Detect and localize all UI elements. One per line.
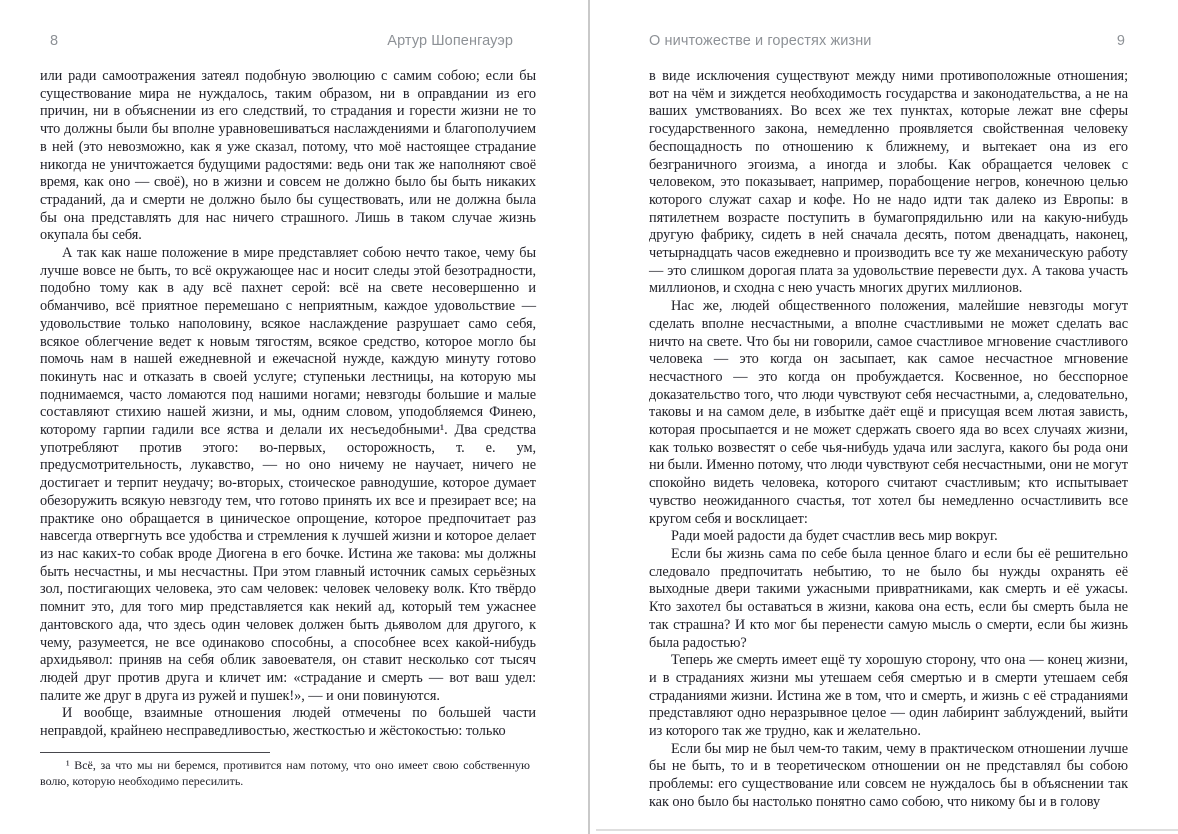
paragraph: Если бы мир не был чем-то таким, чему в практическом отношении лучше бы не быть, то и в теоретическом отношении он не представлял бы собою проблемы: его существование или совсем не нуждалось бы в объяснении так как оно было бы настолько понятно само собою, что никому бы и в голову: [649, 740, 1128, 810]
page-number-left: 8: [50, 33, 59, 49]
page-left-header: [0, 33, 588, 52]
paragraph: А так как наше положение в мире представляет собою нечто такое, чему бы лучше вовсе не быть, то всё окружающее нас и носит следы этой безотрадности, подобно тому как в аду всё пахнет серой: всё на свете несовершенно и обманчиво, всё приятное перемешано с неприятным, каждое удовольствие — удовольствие только наполовину, всякое наслаждение разрушает само себя, всякое облегчение ведет к новым тягостям, всякое средство, которое могло бы помочь нам в нашей ежедневной и ежечасной нужде, каждую минуту готово покинуть нас и отказать в своей услуге; ступеньки лестницы, на которую мы поднимаемся, часто ломаются под нашими ногами; невзгоды большие и малые составляют стихию нашей жизни, и мы, одним словом, уподобляемся Финею, которому гарпии гадили все яства и делали их несъедобными¹. Два средства употребляют против этого: во-первых, осторожность, т. е. ум, предусмотрительность, лукавство, — но оно ничему не научает, ничего не достигает и терпит неудачу; во-вторых, стоическое равнодушие, которое думает обезоружить всякую невзгоду тем, что готово принять их все и презирает все; на практике оно обращается в циническое опрощение, которое предпочитает раз навсегда отвергнуть все удобства и стремления к лучшей жизни и которое делает из нас каких-то собак вроде Диогена в его бочке. Истина же такова: мы должны быть несчастны, и мы несчастны. При этом главный источник самых серьёзных зол, постигающих человека, это сам человек: человек человеку волк. Кто твёрдо помнит это, для того мир представляется как некий ад, который тем ужаснее дантовского ада, что здесь один человек должен быть дьяволом для другого, к чему, разумеется, не все одинаково способны, а способнее всех какой-нибудь архидьявол: приняв на себя облик завоевателя, он ставит несколько сот тысяч людей друг против друга и кличет им: «страдание и смерть — вот ваш удел: палите же друг в друга из ружей и пушек!», — и они повинуются.: [40, 245, 536, 704]
paragraph: Ради моей радости да будет счастлив весь мир вокруг.: [671, 528, 998, 545]
paragraph: Нас же, людей общественного положения, малейшие невзгоды могут сделать вполне несчастными, а вполне счастливыми не может сделать вас ничто на свете. Что бы ни говорили, самое счастливое мгновение счастливого человека — это когда он засыпает, как самое несчастное мгновение несчастного — это когда он пробуждается. Косвенное, но бесспорное доказательство того, что люди чувствуют себя несчастными, а, следовательно, таковы и на самом деле, в избытке даёт ещё и присущая всем лютая зависть, которая просыпается и не может сдержать своего яда во всех случаях жизни, как только возвестят о себе чья-нибудь удача или заслуга, какого бы рода они ни были. Именно потому, что люди чувствуют себя несчастными, они не могут спокойно видеть человека, которого считают счастливым; кто испытывает чувство неожиданного счастья, тот хотел бы немедленно осчастливить все кругом себя и восклицает:: [649, 298, 1128, 527]
running-head-author: Артур Шопенгауэр: [387, 33, 513, 49]
next-page-edge: [596, 829, 1178, 831]
paragraph: Теперь же смерть имеет ещё ту хорошую сторону, что она — конец жизни, и в страданиях жизни мы утешаем себя смертью и в смерти утешаем себя страданиями жизни. Истина же в том, что и смерть, и жизнь с её страданиями представляют одно неразрывное целое — один лабиринт заблуждений, выйти из которого так же трудно, как и желательно.: [649, 652, 1128, 740]
footnote-rule: [40, 752, 270, 753]
footnote: [40, 752, 530, 789]
running-head-title: О ничтожестве и горестях жизни: [649, 33, 872, 49]
page-left: [0, 0, 588, 834]
page-right: [590, 0, 1178, 834]
paragraph: И вообще, взаимные отношения людей отмечены по большей части неправдой, крайнею несправедливостью, жесткостью и жёстокостью: только: [40, 705, 536, 740]
page-right-header: [590, 33, 1178, 52]
page-right-body: [649, 68, 1128, 812]
footnote-text: ¹ Всё, за что мы ни беремся, противится нам потому, что оно имеет свою собственную волю, которую необходимо пересилить.: [40, 758, 530, 788]
page-left-body: [40, 68, 536, 741]
paragraph: Если бы жизнь сама по себе была ценное благо и если бы её решительно следовало предпочитать небытию, то не было бы нужды охранять её выходные двери такими ужасными привратниками, как смерть и её ужасы. Кто захотел бы оставаться в жизни, какова она есть, если бы смерть была не так страшна? И кто мог бы перенести самую мысль о смерти, если бы жизнь была радостью?: [649, 545, 1128, 651]
paragraph: в виде исключения существуют между ними противоположные отношения; вот на чём и зиждется необходимость государства и законодательства, а не на ваших умствованиях. Во всех же тех пунктах, которые лежат вне сферы государственного закона, немедленно проявляется свойственная человеку беспощадность по отношению к ближнему, и вытекает она из его безграничного эгоизма, а иногда и злобы. Как обращается человек с человеком, это показывает, например, порабощение негров, конечною целью которого служат сахар и кофе. Но не надо идти так далеко из Европы: в пятилетнем возрасте поступить в бумагопрядильню или на какую-нибудь другую фабрику, сидеть в ней сначала десять, потом двенадцать, наконец, четырнадцать часов ежедневно и производить все ту же механическую работу — это слишком дорогая плата за удовольствие перевести дух. А такова участь миллионов, и сходна с нею участь многих других миллионов.: [649, 68, 1128, 297]
page-number-right: 9: [1116, 33, 1125, 49]
paragraph: или ради самоотражения затеял подобную эволюцию с самим собою; если бы существование мира не нуждалось, таким образом, ни в оправдании из его причин, ни в объяснении из его следствий, то страдания и горести жизни не то что должны были бы вполне уравновешиваться наслаждениями и благополучием в ней (это невозможно, как я уже сказал, потому, что моё настоящее страдание никогда не уничтожается будущими радостями: ведь они так же наполняют своё время, как оно — своё), но в жизни и совсем не должно было бы быть никаких страданий, да и смерти не должно было бы существовать, или не должна была бы она представлять для нас ничего страшного. Лишь в таком случае жизнь окупала бы себя.: [40, 68, 536, 244]
